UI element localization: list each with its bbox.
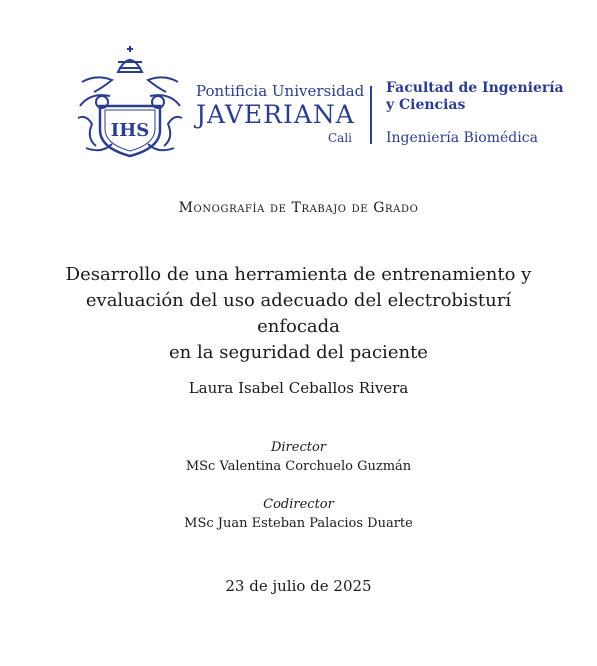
program-name: Ingeniería Biomédica: [386, 130, 538, 146]
university-wordmark: [196, 82, 366, 152]
codirector-name: MSc Juan Esteban Palacios Duarte: [184, 516, 413, 531]
university-seal-logo: [72, 44, 188, 160]
faculty-line1: Facultad de Ingeniería: [386, 80, 564, 96]
codirector-label: Codirector: [263, 497, 334, 512]
document-type-label: Monografía de Trabajo de Grado: [178, 200, 419, 216]
campus-label: Cali: [327, 131, 352, 145]
document-date: 23 de julio de 2025: [225, 577, 372, 595]
director-name: MSc Valentina Corchuelo Guzmán: [185, 459, 412, 474]
document-title: [60, 262, 537, 366]
director-label: Director: [270, 440, 327, 455]
university-name-line1: Pontificia Universidad: [196, 82, 365, 100]
seal-letters: IHS: [110, 120, 150, 141]
university-name-line2: JAVERIANA: [196, 100, 355, 129]
title-line-2: evaluación del uso adecuado del electrobisturí enfocada: [85, 290, 512, 337]
header: [0, 0, 597, 170]
title-line-3: en la seguridad del paciente: [169, 342, 428, 363]
faculty-name: [386, 80, 564, 114]
faculty-line2: y Ciencias: [386, 97, 466, 113]
title-line-1: Desarrollo de una herramienta de entrenamiento y: [65, 264, 532, 285]
author-name: Laura Isabel Ceballos Rivera: [188, 379, 409, 397]
header-divider: [370, 86, 372, 144]
